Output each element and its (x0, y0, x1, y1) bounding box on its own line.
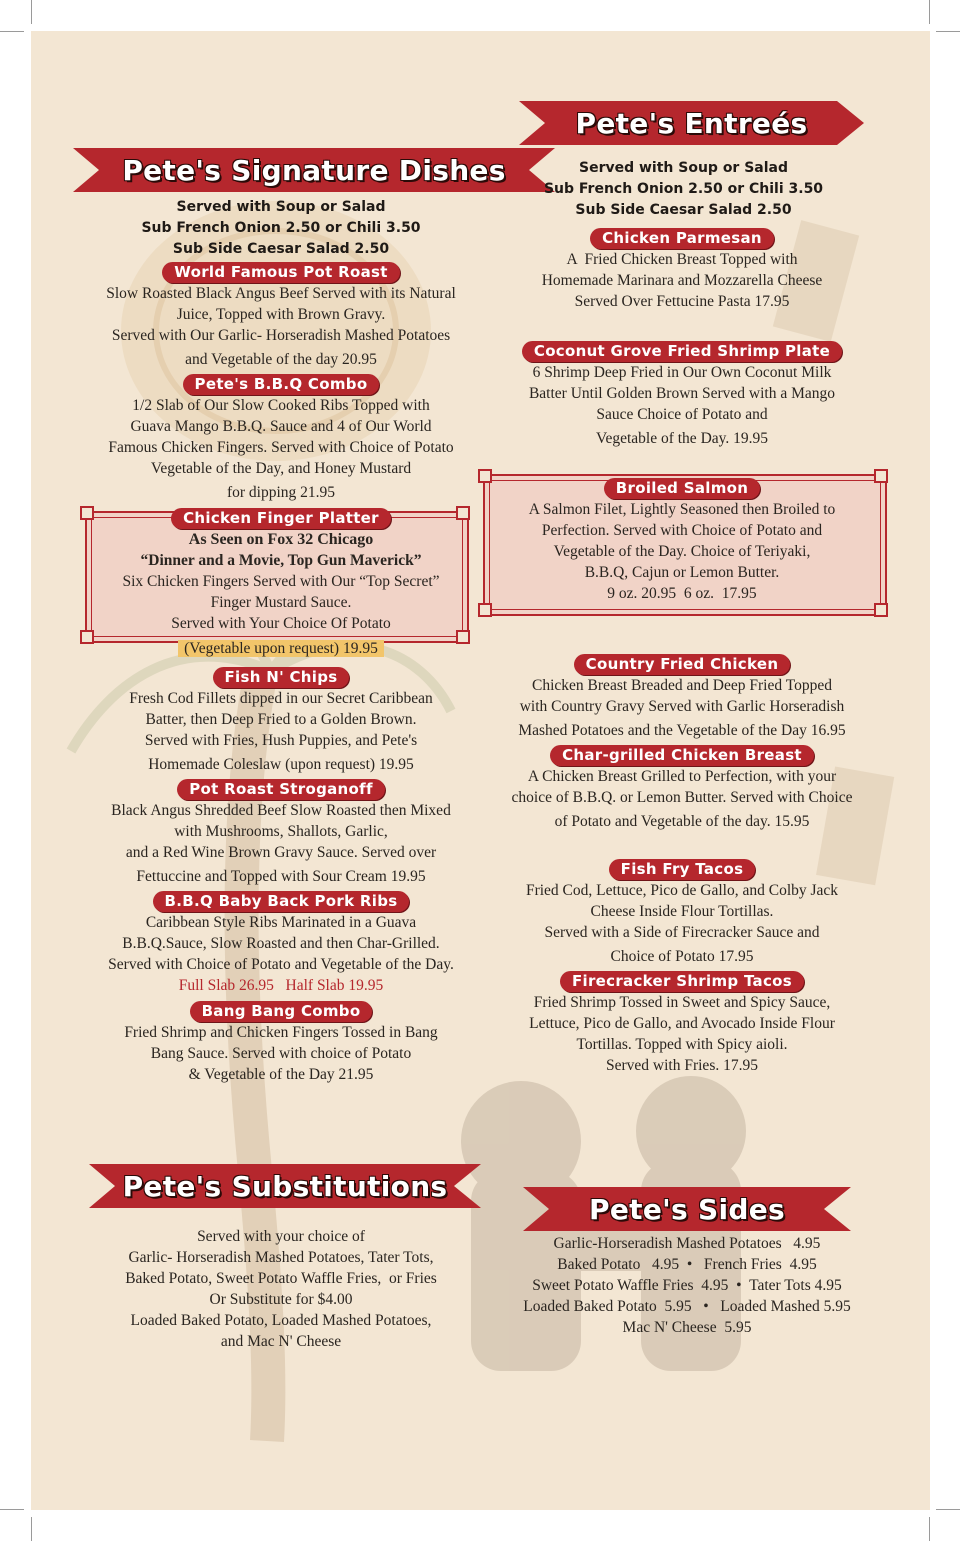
signature-title: Pete's Signature Dishes (122, 153, 506, 187)
item-description (477, 992, 887, 1076)
sides-text (477, 1233, 897, 1338)
desc-line: Served with Fries, Hush Puppies, and Pete's (144, 732, 418, 749)
item-name: World Famous Pot Roast (162, 262, 399, 283)
desc-line: 6 Shrimp Deep Fried in Our Own Coconut Milk (532, 364, 832, 381)
desc-line: Served with Choice of Potato and Vegetable of the Day. (108, 956, 454, 973)
desc-line: Chicken Breast Breaded and Deep Fried Topped (532, 677, 832, 694)
item-name: Firecracker Shrimp Tacos (560, 971, 804, 992)
desc-line: Served Over Fettucine Pasta 17.95 (574, 293, 790, 310)
item-note: (Vegetable upon request) 19.95 (178, 640, 384, 657)
desc-line: A Chicken Breast Grilled to Perfection, with your (527, 768, 837, 785)
desc-line: B.B.Q.Sauce, Slow Roasted and then Char-Grilled. (122, 935, 440, 952)
item-name: Coconut Grove Fried Shrimp Plate (522, 341, 842, 362)
desc-line: Batter, then Deep Fried to a Golden Brown. (145, 711, 417, 728)
sides-title: Pete's Sides (589, 1192, 785, 1226)
desc-line: Sauce Choice of Potato and (596, 406, 768, 423)
item-name: Char-grilled Chicken Breast (550, 745, 814, 766)
served-line: Sub Side Caesar Salad 2.50 (172, 241, 390, 257)
item-price: Full Slab 26.95 Half Slab 19.95 (178, 977, 384, 994)
box-corner (478, 603, 492, 617)
served-line: Served with Soup or Salad (176, 199, 386, 215)
desc-line: Mac N' Cheese 5.95 (622, 1319, 752, 1336)
item-name: Pot Roast Stroganoff (177, 779, 385, 800)
desc-line: Sweet Potato Waffle Fries 4.95 • Tater Tots 4.95 (532, 1277, 842, 1294)
desc-line: A Fried Chicken Breast Topped with (566, 251, 798, 268)
substitutions-title: Pete's Substitutions (122, 1169, 448, 1203)
desc-line: Fried Shrimp and Chicken Fingers Tossed in Bang (124, 1024, 438, 1041)
desc-line: Fresh Cod Fillets dipped in our Secret Caribbean (129, 690, 433, 707)
desc-line: Homemade Marinara and Mozzarella Cheese (541, 272, 823, 289)
signature-served-info (71, 197, 491, 260)
item-description (61, 395, 501, 503)
item-name: B.B.Q Baby Back Pork Ribs (153, 891, 410, 912)
crop-mark (0, 1509, 24, 1510)
item-description (477, 362, 887, 449)
desc-line: Guava Mango B.B.Q. Sauce and 4 of Our World (130, 418, 432, 435)
menu-item (477, 859, 887, 967)
desc-line: Lettuce, Pico de Gallo, and Avocado Inside Flour (529, 1015, 835, 1032)
item-description (61, 912, 501, 996)
desc-line: Fettuccine and Topped with Sour Cream 19.95 (136, 868, 426, 885)
entrees-title: Pete's Entreés (575, 106, 808, 140)
desc-line: Famous Chicken Fingers. Served with Choice of Potato (108, 439, 454, 456)
crop-mark (31, 0, 32, 24)
item-name: Bang Bang Combo (190, 1001, 373, 1022)
desc-line: Baked Potato 4.95 • French Fries 4.95 (557, 1256, 817, 1273)
item-description (61, 800, 501, 887)
item-description (477, 766, 887, 832)
desc-line: Served with a Side of Firecracker Sauce and (544, 924, 820, 941)
substitutions-banner (89, 1164, 481, 1208)
menu-item (61, 891, 501, 996)
crop-mark (929, 1517, 930, 1541)
desc-line: Loaded Baked Potato, Loaded Mashed Potatoes, (130, 1312, 432, 1329)
desc-line: Garlic- Horseradish Mashed Potatoes, Tater Tots, (128, 1249, 434, 1266)
item-name: Fish Fry Tacos (609, 859, 756, 880)
item-name: Fish N' Chips (213, 667, 350, 688)
item-description (61, 283, 501, 370)
desc-line: Vegetable of the Day. Choice of Teriyaki, (553, 543, 811, 560)
crop-mark (936, 1509, 960, 1510)
item-name: Country Fried Chicken (574, 654, 791, 675)
desc-line: Fried Cod, Lettuce, Pico de Gallo, and Colby Jack (525, 882, 839, 899)
desc-line: Bang Sauce. Served with choice of Potato (150, 1045, 412, 1062)
desc-line: Served with Our Garlic- Horseradish Mashed Potatoes (111, 327, 451, 344)
substitutions-text (71, 1226, 491, 1352)
item-name: Broiled Salmon (604, 478, 760, 499)
menu-item (61, 1001, 501, 1085)
served-line: Sub Side Caesar Salad 2.50 (575, 202, 792, 218)
desc-line: Juice, Topped with Brown Gravy. (176, 306, 386, 323)
desc-line: 9 oz. 20.95 6 oz. 17.95 (607, 585, 757, 602)
crop-mark (929, 0, 930, 24)
desc-line: Black Angus Shredded Beef Slow Roasted then Mixed (111, 802, 451, 819)
desc-line: Perfection. Served with Choice of Potato and (541, 522, 823, 539)
crop-mark (31, 1517, 32, 1541)
menu-item (477, 341, 887, 449)
signature-banner (73, 148, 555, 192)
menu-item (61, 374, 501, 503)
crop-mark (936, 31, 960, 32)
desc-line: and Vegetable of the day 20.95 (185, 351, 377, 368)
entrees-banner (519, 101, 864, 145)
desc-line: Tortillas. Topped with Spicy aioli. (576, 1036, 788, 1053)
item-description (61, 688, 501, 775)
menu-item (477, 971, 887, 1076)
menu-item (477, 228, 887, 312)
item-name: Chicken Finger Platter (171, 508, 391, 529)
box-corner (874, 603, 888, 617)
desc-line: for dipping 21.95 (226, 484, 336, 501)
desc-line: Slow Roasted Black Angus Beef Served with its Natural (106, 285, 456, 302)
menu-item (61, 667, 501, 775)
desc-line: Loaded Baked Potato 5.95 • Loaded Mashed 5.95 (523, 1298, 851, 1315)
item-description (477, 499, 887, 604)
item-name: Pete's B.B.Q Combo (183, 374, 380, 395)
desc-line: choice of B.B.Q. or Lemon Butter. Served with Choice (511, 789, 853, 806)
menu-item (61, 262, 501, 370)
desc-line: Served with Fries. 17.95 (606, 1057, 758, 1074)
item-description (61, 1022, 501, 1085)
desc-line: & Vegetable of the Day 21.95 (188, 1066, 374, 1083)
item-description (477, 675, 887, 741)
item-description (477, 249, 887, 312)
menu-item (477, 654, 887, 741)
desc-line: A Salmon Filet, Lightly Seasoned then Broiled to (528, 501, 836, 518)
crop-mark (0, 31, 24, 32)
desc-line: Choice of Potato 17.95 (610, 948, 754, 965)
entrees-served-info (501, 158, 866, 221)
menu-item-featured (61, 508, 501, 659)
menu-page (31, 31, 930, 1510)
item-name: Chicken Parmesan (590, 228, 774, 249)
desc-line: Fried Shrimp Tossed in Sweet and Spicy Sauce, (533, 994, 831, 1011)
menu-item (61, 779, 501, 887)
desc-line: Baked Potato, Sweet Potato Waffle Fries, or Fries (125, 1270, 437, 1287)
menu-item-featured (477, 478, 887, 604)
desc-line: with Country Gravy Served with Garlic Horseradish (519, 698, 845, 715)
desc-line: Vegetable of the Day, and Honey Mustard (150, 460, 412, 477)
menu-item (477, 745, 887, 832)
item-description (477, 880, 887, 967)
desc-line: Or Substitute for $4.00 (209, 1291, 353, 1308)
item-description (61, 529, 501, 659)
served-line: Sub French Onion 2.50 or Chili 3.50 (543, 181, 824, 197)
desc-line: Cheese Inside Flour Tortillas. (590, 903, 774, 920)
desc-line: with Mushrooms, Shallots, Garlic, (174, 823, 388, 840)
desc-line: of Potato and Vegetable of the day. 15.95 (554, 813, 810, 830)
desc-line: Finger Mustard Sauce. (210, 594, 352, 611)
desc-line: Six Chicken Fingers Served with Our “Top Secret” (122, 573, 440, 590)
item-quote: “Dinner and a Movie, Top Gun Maverick” (140, 552, 422, 569)
served-line: Served with Soup or Salad (578, 160, 789, 176)
desc-line: Caribbean Style Ribs Marinated in a Guava (145, 914, 417, 931)
desc-line: and a Red Wine Brown Gravy Sauce. Served over (125, 844, 437, 861)
desc-line: Served with your choice of (197, 1228, 365, 1245)
desc-line: Mashed Potatoes and the Vegetable of the Day 16.95 (518, 722, 846, 739)
sides-banner (523, 1187, 851, 1231)
item-subtitle: As Seen on Fox 32 Chicago (188, 531, 374, 548)
desc-line: Vegetable of the Day. 19.95 (595, 430, 769, 447)
desc-line: Batter Until Golden Brown Served with a Mango (528, 385, 836, 402)
desc-line: Homemade Coleslaw (upon request) 19.95 (148, 756, 414, 773)
desc-line: Served with Your Choice Of Potato (171, 615, 391, 632)
desc-line: Garlic-Horseradish Mashed Potatoes 4.95 (553, 1235, 821, 1252)
desc-line: B.B.Q, Cajun or Lemon Butter. (584, 564, 780, 581)
desc-line: 1/2 Slab of Our Slow Cooked Ribs Topped with (132, 397, 430, 414)
desc-line: and Mac N' Cheese (220, 1333, 342, 1350)
served-line: Sub French Onion 2.50 or Chili 3.50 (141, 220, 421, 236)
